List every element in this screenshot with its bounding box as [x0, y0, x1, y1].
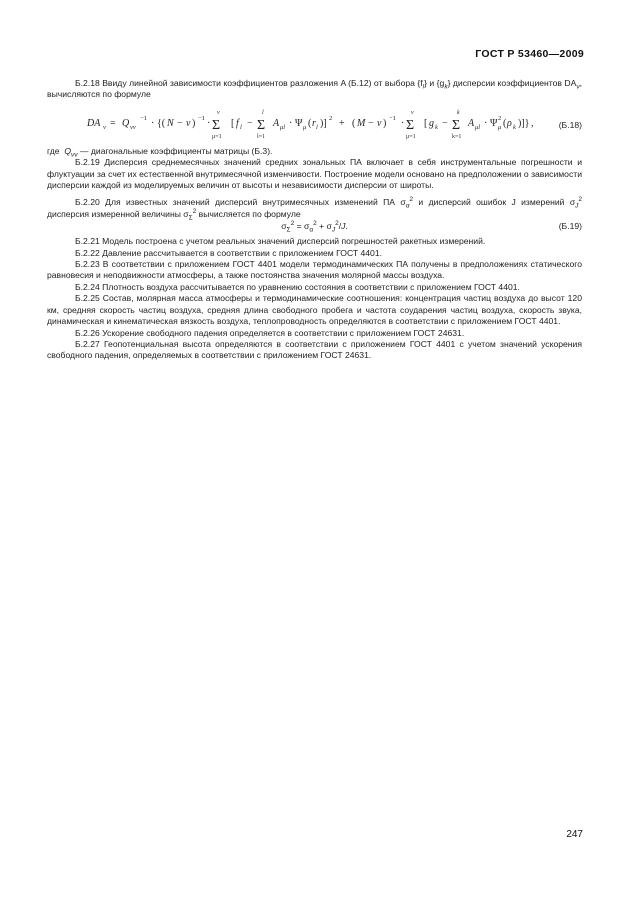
svg-text:·: · [151, 117, 155, 129]
paragraph-b222: Б.2.22 Давление рассчитывается в соответствии с приложением ГОСТ 4401. [75, 247, 383, 258]
svg-text:−1: −1 [198, 114, 205, 122]
svg-text:+: + [339, 117, 345, 129]
svg-text:Q: Q [122, 117, 130, 129]
document-header: ГОСТ Р 53460—2009 [475, 48, 584, 60]
svg-text:)]}: )]} [518, 117, 530, 129]
svg-text:−1: −1 [389, 114, 396, 122]
svg-text:·: · [401, 117, 405, 129]
svg-text:μ=1: μ=1 [406, 133, 416, 140]
svg-text:·: · [289, 117, 293, 129]
formula-b18-graphic [47, 104, 582, 144]
svg-text:{(: {( [157, 117, 166, 129]
svg-text:,: , [531, 117, 534, 129]
paragraph-b220: Б.2.20 Для известных значений дисперсий внутримесячных изменений ПА $\sigma_\alpha^2$ и дисперсий ошибок J измерений $\sigma_J^2$ дисперсия измеренной величины $\sigma_\Sigma^2$ вычисляется по формуле [47, 196, 582, 222]
svg-text:ν: ν [377, 117, 382, 129]
svg-text:ν: ν [411, 109, 414, 116]
svg-text:·: · [484, 117, 488, 129]
svg-text:Σ: Σ [257, 117, 266, 133]
paragraph-b224: Б.2.24 Плотность воздуха рассчитывается по уравнению состояния в соответствии с приложением ГОСТ 4401. [75, 281, 520, 292]
svg-text:μ=1: μ=1 [212, 133, 222, 140]
svg-text:)]: )] [320, 117, 327, 129]
paragraph-b227: Б.2.27 Геопотенциальная высота определяются в соответствии с приложением ГОСТ 4401 с учетом значений ускорения свободного падения, определяемых в соответствии с приложением ГОСТ 24631. [47, 338, 582, 361]
svg-text:·: · [207, 117, 211, 129]
svg-text:[: [ [231, 117, 235, 129]
svg-text:μ: μ [498, 123, 502, 131]
page-number: 247 [566, 829, 583, 840]
svg-text:−: − [177, 117, 183, 129]
svg-text:ν: ν [217, 109, 220, 116]
svg-text:): ) [192, 117, 196, 129]
formula-b19-expression: $\sigma_\Sigma^2 = \sigma_\alpha^2 + \sigma_J^2/J$. [281, 220, 348, 234]
svg-text:Σ: Σ [452, 117, 461, 133]
svg-text:DA: DA [87, 117, 101, 129]
svg-text:r: r [312, 117, 316, 129]
svg-text:μl: μl [475, 123, 481, 131]
svg-text:l: l [240, 123, 242, 131]
svg-text:2: 2 [498, 114, 502, 122]
svg-text:(: ( [352, 117, 356, 129]
svg-text:ν: ν [103, 123, 106, 131]
svg-text:μ: μ [303, 123, 307, 131]
svg-text:k: k [435, 123, 438, 131]
paragraph-b221: Б.2.21 Модель построена с учетом реальных значений дисперсий погрешностей ракетных измерений. [75, 236, 486, 247]
formula-b19 [47, 221, 582, 235]
svg-text:−: − [442, 117, 448, 129]
svg-text:Ψ: Ψ [295, 117, 303, 129]
svg-text:k=1: k=1 [452, 133, 462, 140]
svg-text:l: l [262, 109, 264, 116]
svg-text:k: k [457, 109, 460, 116]
svg-text:μl: μl [280, 123, 286, 131]
svg-text:Σ: Σ [212, 117, 221, 133]
svg-text:l: l [316, 123, 318, 131]
document-body [47, 78, 582, 362]
formula-number-b18: (Б.18) [558, 119, 582, 130]
paragraph-b218: Б.2.18 Ввиду линейной зависимости коэффициентов разложения A (Б.12) от выбора $\{f_l\}$ и $\{g_k\}$ дисперсии коэффициентов $DA_\nu$, вычисляются по формуле [47, 78, 582, 100]
svg-text:−: − [368, 117, 374, 129]
svg-text:f: f [236, 117, 239, 129]
svg-text:νν: νν [130, 123, 136, 131]
svg-text:k: k [513, 123, 516, 131]
paragraph-b226: Б.2.26 Ускорение свободного падения определяется в соответствии с приложением ГОСТ 24631. [75, 327, 465, 338]
paragraph-b223: Б.2.23 В соответствии с приложением ГОСТ 4401 модели термодинамических ПА получены в предположениях статического равновесия и неподвижности атмосферы, а также постоянства значения молярной массы воздуха. [47, 259, 582, 281]
svg-text:): ) [383, 117, 387, 129]
svg-text:ρ: ρ [507, 117, 512, 129]
svg-text:(: ( [308, 117, 312, 129]
svg-text:ν: ν [186, 117, 191, 129]
svg-text:l=1: l=1 [257, 133, 266, 140]
svg-text:(: ( [503, 117, 507, 129]
paragraph-b219: Б.2.19 Дисперсия среднемесячных значений средних зональных ПА включает в себя инструментальные погрешности и флуктуации за счет их естественной внутримесячной изменчивости. Построение модели основано на предположении о зависимости дисперсии каждой из моделируемых величин от высоты и независимости дисперсии от широты. [47, 157, 582, 191]
svg-text:M: M [357, 117, 366, 129]
svg-text:A: A [273, 117, 280, 129]
svg-text:−1: −1 [140, 114, 147, 122]
svg-text:A: A [468, 117, 475, 129]
svg-text:Ψ: Ψ [490, 117, 498, 129]
svg-text:2: 2 [329, 114, 333, 122]
svg-text:[: [ [424, 117, 428, 129]
svg-text:Σ: Σ [406, 117, 415, 133]
svg-text:g: g [429, 117, 434, 129]
svg-text:N: N [167, 117, 174, 129]
paragraph-b218-where: где $Q_{\nu\nu}$ — диагональные коэффициенты матрицы (Б.3). [47, 145, 273, 159]
paragraph-b225: Б.2.25 Состав, молярная масса атмосферы и термодинамические соотношения: концентрация частиц воздуха до высот 120 км, средняя скорость частиц воздуха, средняя длина свободного пробега и частота соударения частиц воздуха, скорость звука, динамическая и кинематическая вязкость воздуха, теплопроводность определяются в соответствии с приложением ГОСТ 4401. [47, 293, 582, 327]
svg-text:−: − [247, 117, 253, 129]
formula-number-b19: (Б.19) [558, 221, 582, 232]
svg-text:=: = [110, 117, 116, 129]
formula-b18 [47, 104, 582, 144]
